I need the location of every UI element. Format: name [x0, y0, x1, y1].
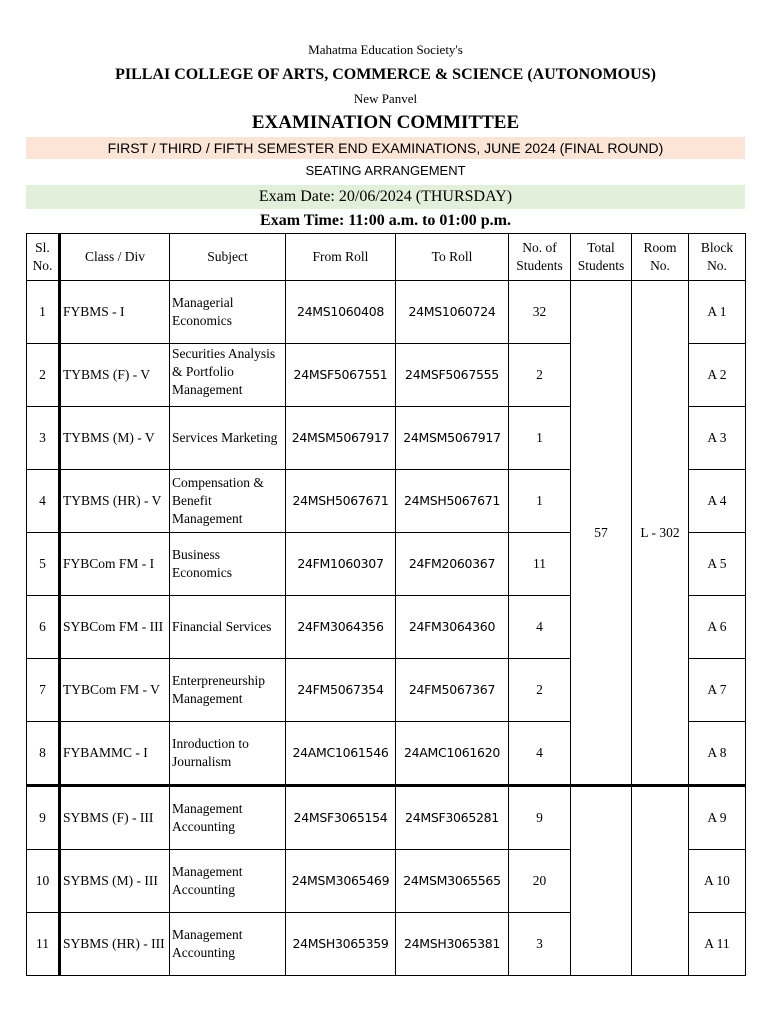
from-roll-cell: 24MSF3065154 [286, 786, 396, 850]
class-div-cell: TYBMS (HR) - V [60, 470, 170, 533]
class-div-cell: FYBCom FM - I [60, 533, 170, 596]
subject-text: Managerial Economics [172, 295, 234, 328]
class-div-cell: FYBAMMC - I [60, 722, 170, 786]
subject-cell [170, 533, 286, 596]
subject-cell [170, 850, 286, 913]
from-roll-cell: 24MSH5067671 [286, 470, 396, 533]
college-name: PILLAI COLLEGE OF ARTS, COMMERCE & SCIENCE (AUTONOMOUS) [115, 66, 656, 83]
to-roll-cell: 24MSH3065381 [396, 913, 509, 976]
exam-date-band: Exam Date: 20/06/2024 (THURSDAY) [26, 185, 745, 209]
to-roll-cell: 24AMC1061620 [396, 722, 509, 786]
class-div-cell: TYBCom FM - V [60, 659, 170, 722]
subject-text: Securities Analysis & Portfolio Management [172, 346, 276, 397]
block-no-cell: A 8 [689, 722, 746, 786]
block-no-cell: A 7 [689, 659, 746, 722]
subject-cell [170, 659, 286, 722]
to-roll-cell: 24MSF3065281 [396, 786, 509, 850]
to-roll-cell: 24FM2060367 [396, 533, 509, 596]
students-count-cell: 1 [509, 470, 571, 533]
to-roll-cell: 24FM3064360 [396, 596, 509, 659]
sl-no-cell: 7 [27, 659, 60, 722]
subject-cell [170, 722, 286, 786]
block-no-cell: A 9 [689, 786, 746, 850]
column-header-total-students: Total Students [571, 234, 632, 281]
class-div-cell: TYBMS (F) - V [60, 344, 170, 407]
subject-text: Management Accounting [172, 927, 243, 960]
column-header-block-no: Block No. [689, 234, 746, 281]
from-roll-cell: 24MSM3065469 [286, 850, 396, 913]
to-roll-cell: 24MS1060724 [396, 281, 509, 344]
subject-cell [170, 596, 286, 659]
students-count-cell: 20 [509, 850, 571, 913]
table-row [27, 786, 746, 850]
subject-text: Compensation & Benefit Management [172, 475, 264, 526]
subject-cell [170, 344, 286, 407]
class-div-cell: FYBMS - I [60, 281, 170, 344]
from-roll-cell: 24FM5067354 [286, 659, 396, 722]
table-row [27, 281, 746, 344]
table-header-row [27, 234, 746, 281]
column-header-class-div: Class / Div [60, 234, 170, 281]
subject-text: Enterpreneurship Management [172, 673, 265, 706]
to-roll-cell: 24FM5067367 [396, 659, 509, 722]
students-count-cell: 4 [509, 722, 571, 786]
room-no-cell: L - 302 [632, 281, 689, 786]
seating-table [26, 233, 746, 976]
column-header-room-no: Room No. [632, 234, 689, 281]
students-count-cell: 3 [509, 913, 571, 976]
class-div-cell: SYBMS (M) - III [60, 850, 170, 913]
sl-no-cell: 11 [27, 913, 60, 976]
subject-text: Inroduction to Journalism [172, 736, 249, 769]
subject-cell [170, 470, 286, 533]
students-count-cell: 32 [509, 281, 571, 344]
class-div-cell: SYBMS (F) - III [60, 786, 170, 850]
from-roll-cell: 24MSF5067551 [286, 344, 396, 407]
society-name: Mahatma Education Society's [308, 42, 463, 57]
from-roll-cell: 24FM1060307 [286, 533, 396, 596]
to-roll-cell: 24MSM5067917 [396, 407, 509, 470]
to-roll-cell: 24MSF5067555 [396, 344, 509, 407]
students-count-cell: 4 [509, 596, 571, 659]
column-header-sl-no: Sl. No. [27, 234, 60, 281]
subject-text: Management Accounting [172, 801, 243, 834]
subject-cell [170, 281, 286, 344]
block-no-cell: A 4 [689, 470, 746, 533]
students-count-cell: 11 [509, 533, 571, 596]
subject-cell [170, 913, 286, 976]
subject-cell [170, 786, 286, 850]
sl-no-cell: 1 [27, 281, 60, 344]
to-roll-cell: 24MSH5067671 [396, 470, 509, 533]
students-count-cell: 2 [509, 344, 571, 407]
room-no-cell [632, 786, 689, 976]
block-no-cell: A 1 [689, 281, 746, 344]
subject-text: Business Economics [172, 547, 232, 580]
from-roll-cell: 24AMC1061546 [286, 722, 396, 786]
column-header-no-of-students: No. of Students [509, 234, 571, 281]
college-location: New Panvel [353, 91, 418, 106]
column-header-to-roll: To Roll [396, 234, 509, 281]
total-students-cell [571, 786, 632, 976]
class-div-cell: TYBMS (M) - V [60, 407, 170, 470]
sl-no-cell: 3 [27, 407, 60, 470]
sl-no-cell: 5 [27, 533, 60, 596]
students-count-cell: 9 [509, 786, 571, 850]
to-roll-cell: 24MSM3065565 [396, 850, 509, 913]
class-div-cell: SYBMS (HR) - III [60, 913, 170, 976]
students-count-cell: 2 [509, 659, 571, 722]
block-no-cell: A 6 [689, 596, 746, 659]
from-roll-cell: 24MSH3065359 [286, 913, 396, 976]
sl-no-cell: 8 [27, 722, 60, 786]
block-no-cell: A 3 [689, 407, 746, 470]
subject-text: Services Marketing [172, 430, 278, 445]
from-roll-cell: 24FM3064356 [286, 596, 396, 659]
subject-text: Financial Services [172, 619, 272, 634]
from-roll-cell: 24MS1060408 [286, 281, 396, 344]
column-header-from-roll: From Roll [286, 234, 396, 281]
column-header-subject: Subject [170, 234, 286, 281]
subject-cell [170, 407, 286, 470]
block-no-cell: A 11 [689, 913, 746, 976]
subject-text: Management Accounting [172, 864, 243, 897]
block-no-cell: A 10 [689, 850, 746, 913]
sl-no-cell: 2 [27, 344, 60, 407]
students-count-cell: 1 [509, 407, 571, 470]
total-students-cell: 57 [571, 281, 632, 786]
sl-no-cell: 6 [27, 596, 60, 659]
from-roll-cell: 24MSM5067917 [286, 407, 396, 470]
block-no-cell: A 2 [689, 344, 746, 407]
block-no-cell: A 5 [689, 533, 746, 596]
class-div-cell: SYBCom FM - III [60, 596, 170, 659]
sl-no-cell: 9 [27, 786, 60, 850]
sl-no-cell: 4 [27, 470, 60, 533]
exam-time: Exam Time: 11:00 a.m. to 01:00 p.m. [260, 212, 511, 229]
committee-title: EXAMINATION COMMITTEE [251, 112, 520, 133]
exam-title-band: FIRST / THIRD / FIFTH SEMESTER END EXAMINATIONS, JUNE 2024 (FINAL ROUND) [26, 137, 745, 159]
sl-no-cell: 10 [27, 850, 60, 913]
seating-heading: SEATING ARRANGEMENT [305, 163, 466, 178]
